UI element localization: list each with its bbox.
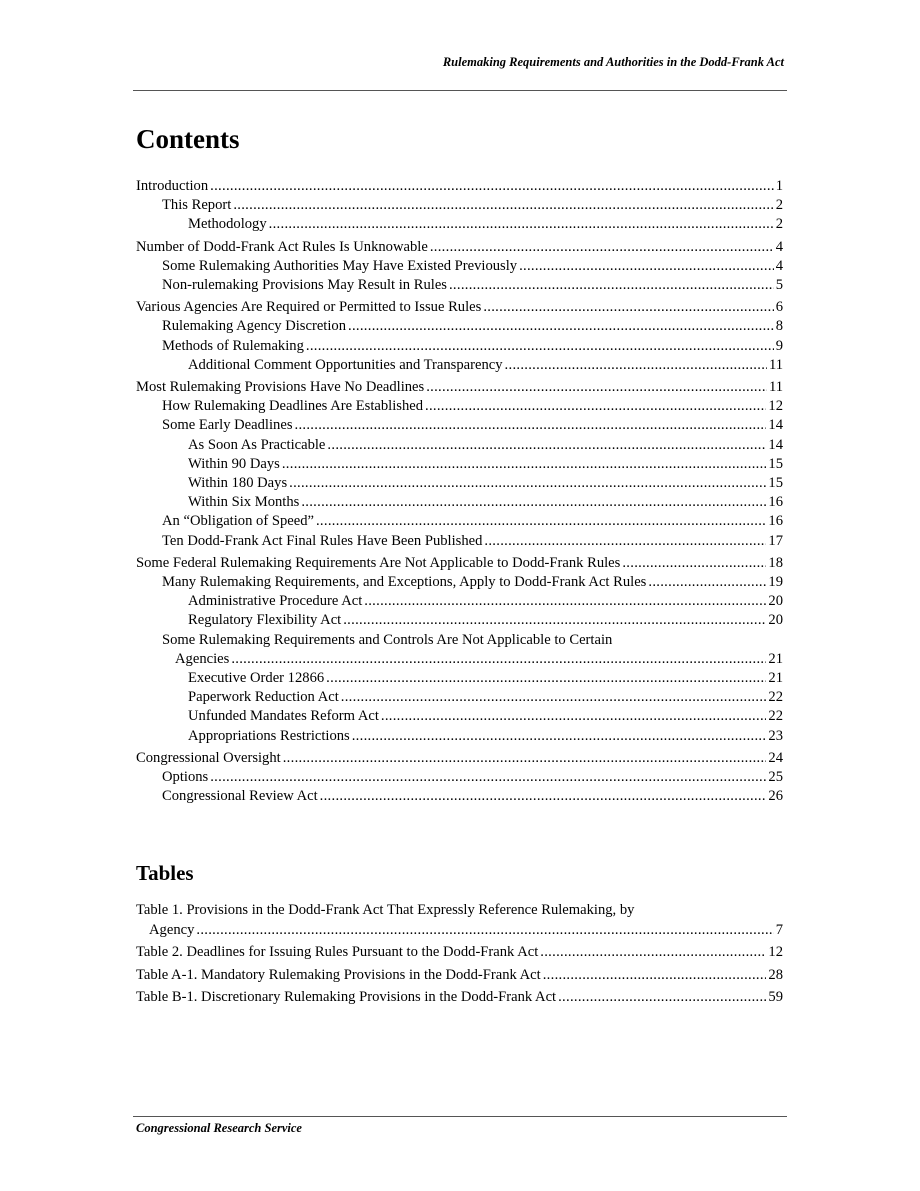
dot-leader: [348, 317, 774, 336]
toc-entry-title: Within Six Months: [188, 494, 300, 511]
toc-entry-continuation: [162, 650, 783, 669]
toc-entry-page: 17: [768, 532, 783, 549]
toc-entry-page: 4: [775, 257, 783, 274]
toc-entry-title-cont: Agencies: [175, 650, 230, 667]
dot-leader: [430, 238, 774, 257]
table-list-page: 28: [768, 966, 783, 983]
table-list-title: Table A-1. Mandatory Rulemaking Provisions in the Dodd-Frank Act: [136, 966, 541, 983]
toc-entry-link[interactable]: [136, 512, 783, 531]
toc-entry-page: 22: [768, 689, 783, 706]
tables-list: [136, 901, 783, 1008]
toc-entry-title: Non-rulemaking Provisions May Result in Rules: [162, 277, 447, 294]
toc-entry-link[interactable]: [136, 298, 783, 317]
dot-leader: [558, 988, 766, 1008]
toc-entry-title: Methodology: [188, 216, 267, 233]
toc-entry-link[interactable]: [136, 436, 783, 455]
toc-entry-link[interactable]: [136, 397, 783, 416]
toc-entry-page: 15: [768, 455, 783, 472]
toc-entry-title: Administrative Procedure Act: [188, 593, 363, 610]
toc-entry-link[interactable]: [136, 474, 783, 493]
toc-entry-page: 19: [768, 574, 783, 591]
dot-leader: [352, 727, 767, 746]
dot-leader: [484, 532, 766, 551]
toc-entry-page: 8: [775, 318, 783, 335]
toc-entry-title: Additional Comment Opportunities and Transparency: [188, 356, 503, 373]
toc-entry-page: 4: [775, 238, 783, 255]
dot-leader: [282, 455, 767, 474]
dot-leader: [301, 493, 766, 512]
header-divider: [133, 90, 787, 91]
toc-entry-page: 14: [768, 417, 783, 434]
toc-entry-title: Within 180 Days: [188, 475, 288, 492]
toc-entry-page: 21: [768, 670, 783, 687]
toc-entry-title: Some Early Deadlines: [162, 417, 293, 434]
dot-leader: [540, 943, 766, 963]
dot-leader: [648, 573, 766, 592]
table-list-entry-link[interactable]: [136, 943, 783, 963]
toc-entry-link[interactable]: [136, 768, 783, 787]
dot-leader: [622, 554, 766, 573]
dot-leader: [381, 707, 767, 726]
footer-divider: [133, 1116, 787, 1117]
toc-entry-link[interactable]: [136, 257, 783, 276]
toc-entry-title: Rulemaking Agency Discretion: [162, 318, 347, 335]
toc-entry-page: 20: [768, 593, 783, 610]
table-list-entry-link[interactable]: [136, 901, 783, 940]
toc-entry-page: 9: [775, 337, 783, 354]
toc-entry-link[interactable]: [136, 317, 783, 336]
table-list-title: Table 2. Deadlines for Issuing Rules Pursuant to the Dodd-Frank Act: [136, 944, 539, 960]
toc-entry-title: Some Rulemaking Authorities May Have Existed Previously: [162, 257, 518, 274]
toc-entry-page: 6: [775, 299, 783, 316]
table-list-page: 12: [768, 944, 783, 960]
toc-entry-link[interactable]: [136, 196, 783, 215]
toc-entry-title: This Report: [162, 197, 232, 214]
dot-leader: [343, 611, 766, 630]
dot-leader: [425, 397, 766, 416]
toc-entry-title: Congressional Review Act: [162, 788, 318, 805]
toc-entry-title: Options: [162, 769, 209, 786]
running-footer: Congressional Research Service: [136, 1121, 302, 1135]
dot-leader: [449, 276, 774, 295]
toc-entry-title: How Rulemaking Deadlines Are Established: [162, 398, 424, 415]
dot-leader: [483, 298, 773, 317]
toc-entry-page: 2: [775, 197, 783, 214]
table-list-continuation: [136, 921, 783, 941]
dot-leader: [295, 416, 767, 435]
toc-entry-page: 15: [768, 475, 783, 492]
dot-leader: [196, 921, 773, 941]
toc-entry-title: Regulatory Flexibility Act: [188, 612, 342, 629]
toc-entry-link[interactable]: [136, 727, 783, 746]
toc-entry-link[interactable]: [136, 749, 783, 768]
table-list-page: 7: [775, 921, 783, 938]
dot-leader: [519, 257, 774, 276]
dot-leader: [283, 749, 767, 768]
contents-list: [136, 177, 783, 807]
tables-heading: Tables: [136, 861, 194, 885]
toc-entry-title: Within 90 Days: [188, 455, 280, 472]
toc-entry-link[interactable]: [136, 378, 783, 397]
dot-leader: [210, 768, 766, 787]
table-list-title: Table B-1. Discretionary Rulemaking Provisions in the Dodd-Frank Act: [136, 989, 557, 1005]
toc-entry-title: Most Rulemaking Provisions Have No Deadlines: [136, 379, 425, 396]
toc-entry-page: 14: [768, 436, 783, 453]
toc-entry-link[interactable]: [136, 631, 783, 669]
dot-leader: [316, 512, 766, 531]
toc-entry-link[interactable]: [136, 787, 783, 806]
dot-leader: [233, 196, 773, 215]
toc-entry-page: 22: [768, 708, 783, 725]
dot-leader: [505, 356, 767, 375]
toc-entry-title: Some Federal Rulemaking Requirements Are Not Applicable to Dodd-Frank Rules: [136, 554, 621, 571]
dot-leader: [543, 966, 767, 986]
toc-entry-link[interactable]: [136, 455, 783, 474]
toc-entry-title: Appropriations Restrictions: [188, 727, 350, 744]
toc-entry-page: 26: [768, 788, 783, 805]
toc-entry-title: As Soon As Practicable: [188, 436, 326, 453]
toc-entry-page: 1: [775, 178, 783, 194]
toc-entry-link[interactable]: [136, 707, 783, 726]
toc-entry-link[interactable]: [136, 573, 783, 592]
table-list-title-cont: Agency: [149, 921, 195, 938]
toc-entry-page: 25: [768, 769, 783, 786]
toc-entry-link[interactable]: [136, 611, 783, 630]
toc-entry-link[interactable]: [136, 337, 783, 356]
toc-entry-link[interactable]: [136, 238, 783, 257]
toc-entry-title: Paperwork Reduction Act: [188, 689, 339, 706]
toc-entry-title: Methods of Rulemaking: [162, 337, 304, 354]
toc-entry-page: 20: [768, 612, 783, 629]
toc-entry-title: Ten Dodd-Frank Act Final Rules Have Been Published: [162, 532, 483, 549]
toc-entry-link[interactable]: [136, 215, 783, 234]
dot-leader: [364, 592, 766, 611]
toc-entry-title: Congressional Oversight: [136, 749, 281, 766]
toc-entry-title: Unfunded Mandates Reform Act: [188, 708, 379, 725]
dot-leader: [320, 787, 767, 806]
table-list-page: 59: [768, 989, 783, 1005]
dot-leader: [327, 436, 766, 455]
dot-leader: [326, 669, 766, 688]
toc-entry-link[interactable]: [136, 276, 783, 295]
table-list-entry-link[interactable]: [136, 988, 783, 1008]
toc-entry-title: An “Obligation of Speed”: [162, 513, 314, 530]
contents-heading: Contents: [136, 124, 240, 154]
dot-leader: [289, 474, 766, 493]
toc-entry-page: 11: [768, 379, 783, 396]
toc-entry-link[interactable]: [136, 688, 783, 707]
toc-entry-title: Various Agencies Are Required or Permitted to Issue Rules: [136, 299, 482, 316]
dot-leader: [269, 215, 774, 234]
toc-entry-link[interactable]: [136, 554, 783, 573]
toc-entry-page: 24: [768, 749, 783, 766]
toc-entry-title: Introduction: [136, 178, 209, 194]
toc-entry-link[interactable]: [136, 416, 783, 435]
table-list-entry-link[interactable]: [136, 966, 783, 986]
toc-entry-link[interactable]: [136, 493, 783, 512]
running-header: Rulemaking Requirements and Authorities in the Dodd-Frank Act: [442, 55, 784, 69]
toc-entry-page: 11: [768, 356, 783, 373]
toc-entry-link[interactable]: [136, 356, 783, 375]
toc-entry-page: 5: [775, 277, 783, 294]
toc-entry-page: 12: [768, 398, 783, 415]
toc-entry-page: 16: [768, 513, 783, 530]
toc-entry-link[interactable]: [136, 177, 783, 196]
toc-entry-page: 18: [768, 554, 783, 571]
toc-entry-title: Many Rulemaking Requirements, and Exceptions, Apply to Dodd-Frank Act Rules: [162, 574, 647, 591]
dot-leader: [210, 177, 774, 196]
dot-leader: [426, 378, 767, 397]
toc-entry-link[interactable]: [136, 592, 783, 611]
toc-entry-page: 21: [768, 650, 783, 667]
table-list-title: Table 1. Provisions in the Dodd-Frank Act That Expressly Reference Rulemaking, by: [136, 902, 635, 918]
toc-entry-title: Number of Dodd-Frank Act Rules Is Unknowable: [136, 238, 428, 255]
dot-leader: [306, 337, 774, 356]
dot-leader: [231, 650, 766, 669]
toc-entry-link[interactable]: [136, 669, 783, 688]
toc-entry-title: Some Rulemaking Requirements and Controls Are Not Applicable to Certain: [162, 631, 613, 648]
dot-leader: [341, 688, 767, 707]
toc-entry-title: Executive Order 12866: [188, 670, 325, 687]
toc-entry-link[interactable]: [136, 532, 783, 551]
toc-entry-page: 23: [768, 727, 783, 744]
toc-entry-page: 16: [768, 494, 783, 511]
toc-entry-page: 2: [775, 216, 783, 233]
